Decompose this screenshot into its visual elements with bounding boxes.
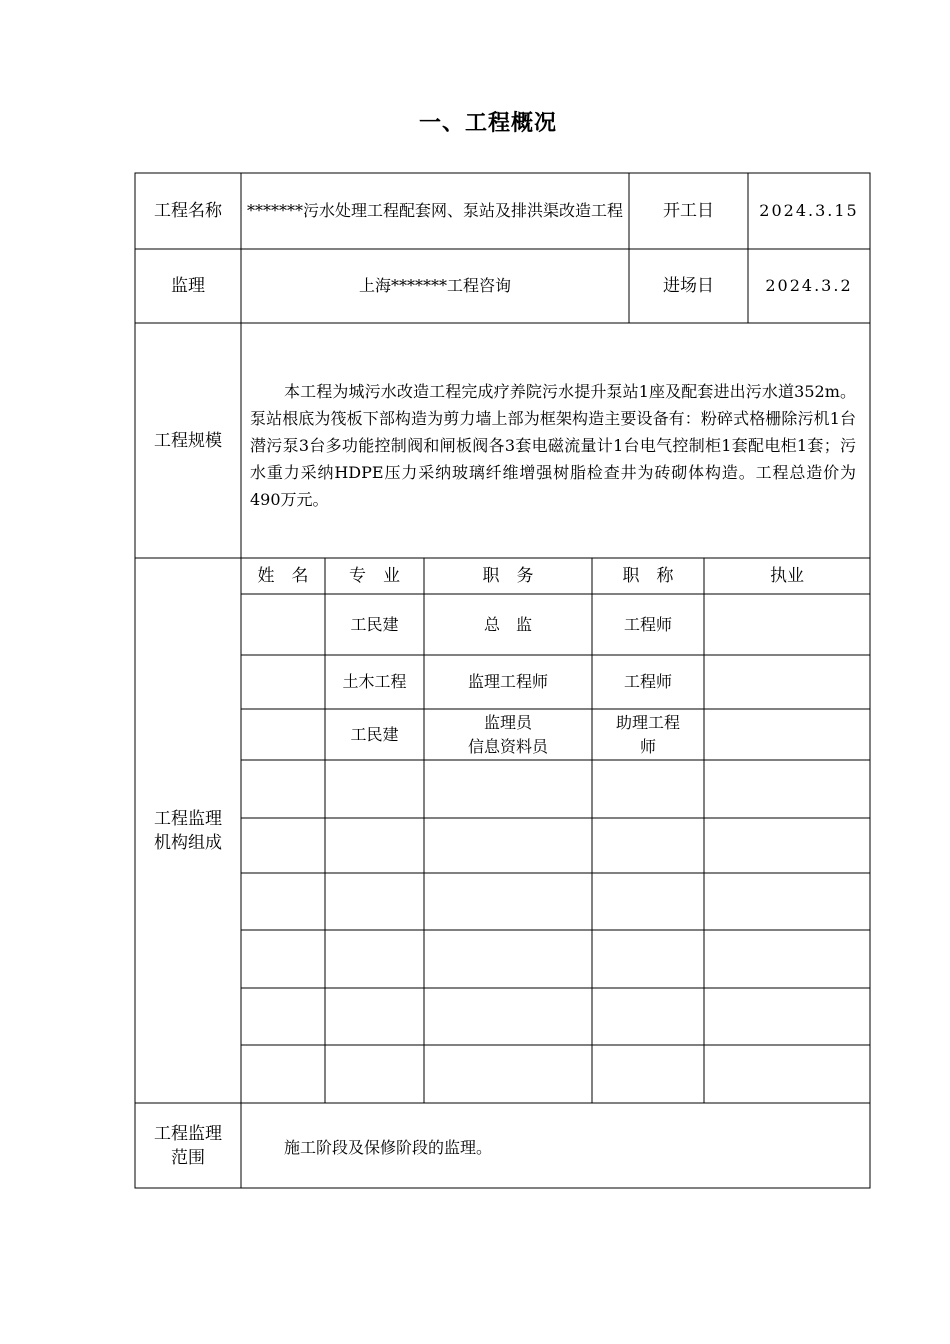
- header-major: 专 业: [349, 566, 400, 586]
- project-scale-text: 本工程为城污水改造工程完成疗养院污水提升泵站1座及配套进出污水道352m。泵站根底为筏板下部构造为剪力墙上部为框架构造主要设备有：粉碎式格栅除污机1台潜污泵3台多功能控制阀和闸板阀各3套电磁流量计1台电气控制柜1套配电柜1套；污水重力采纳HDPE压力采纳玻璃纤维增强树脂检查井为砖砌体构造。工程总造价为490万元。: [250, 382, 856, 509]
- staff-license: [704, 594, 870, 655]
- staff-name: [241, 655, 325, 709]
- staff-name: [241, 594, 325, 655]
- project-name-label: 工程名称: [154, 201, 222, 221]
- staff-position: 监理工程师: [467, 672, 548, 691]
- start-date-value: 2024.3.15: [759, 201, 859, 220]
- scope-label: 工程监理范围: [154, 1123, 222, 1168]
- header-title: 职 称: [622, 566, 674, 586]
- staff-title: 助理工程 师: [615, 712, 680, 756]
- project-scale-label: 工程规模: [154, 430, 222, 451]
- entry-date-value: 2024.3.2: [765, 276, 853, 295]
- staff-license: [704, 655, 870, 709]
- supervision-company: 上海*******工程咨询: [358, 276, 511, 295]
- header-name: 姓 名: [257, 566, 309, 586]
- staff-major: 工民建: [350, 614, 399, 634]
- page-title: 一、工程概况: [418, 111, 557, 136]
- scope-text: 施工阶段及保修阶段的监理。: [284, 1138, 493, 1157]
- staff-position: 总 监: [483, 614, 532, 634]
- entry-date-label: 进场日: [663, 276, 714, 296]
- start-date-label: 开工日: [663, 201, 714, 221]
- staff-name: [241, 709, 325, 760]
- staff-major: 土木工程: [342, 672, 407, 691]
- staff-position: 监理员 信息资料员: [467, 712, 548, 756]
- staff-title: 工程师: [623, 614, 672, 634]
- staff-major: 工民建: [350, 724, 399, 744]
- staff-title: 工程师: [623, 672, 672, 691]
- staff-license: [704, 709, 870, 760]
- organization-label: 工程监理机构组成: [154, 808, 222, 853]
- project-name-value: *******污水处理工程配套网、泵站及排洪渠改造工程: [247, 201, 624, 220]
- header-position: 职 务: [482, 566, 534, 586]
- supervision-label: 监理: [171, 276, 205, 296]
- header-license: 执业: [770, 566, 804, 586]
